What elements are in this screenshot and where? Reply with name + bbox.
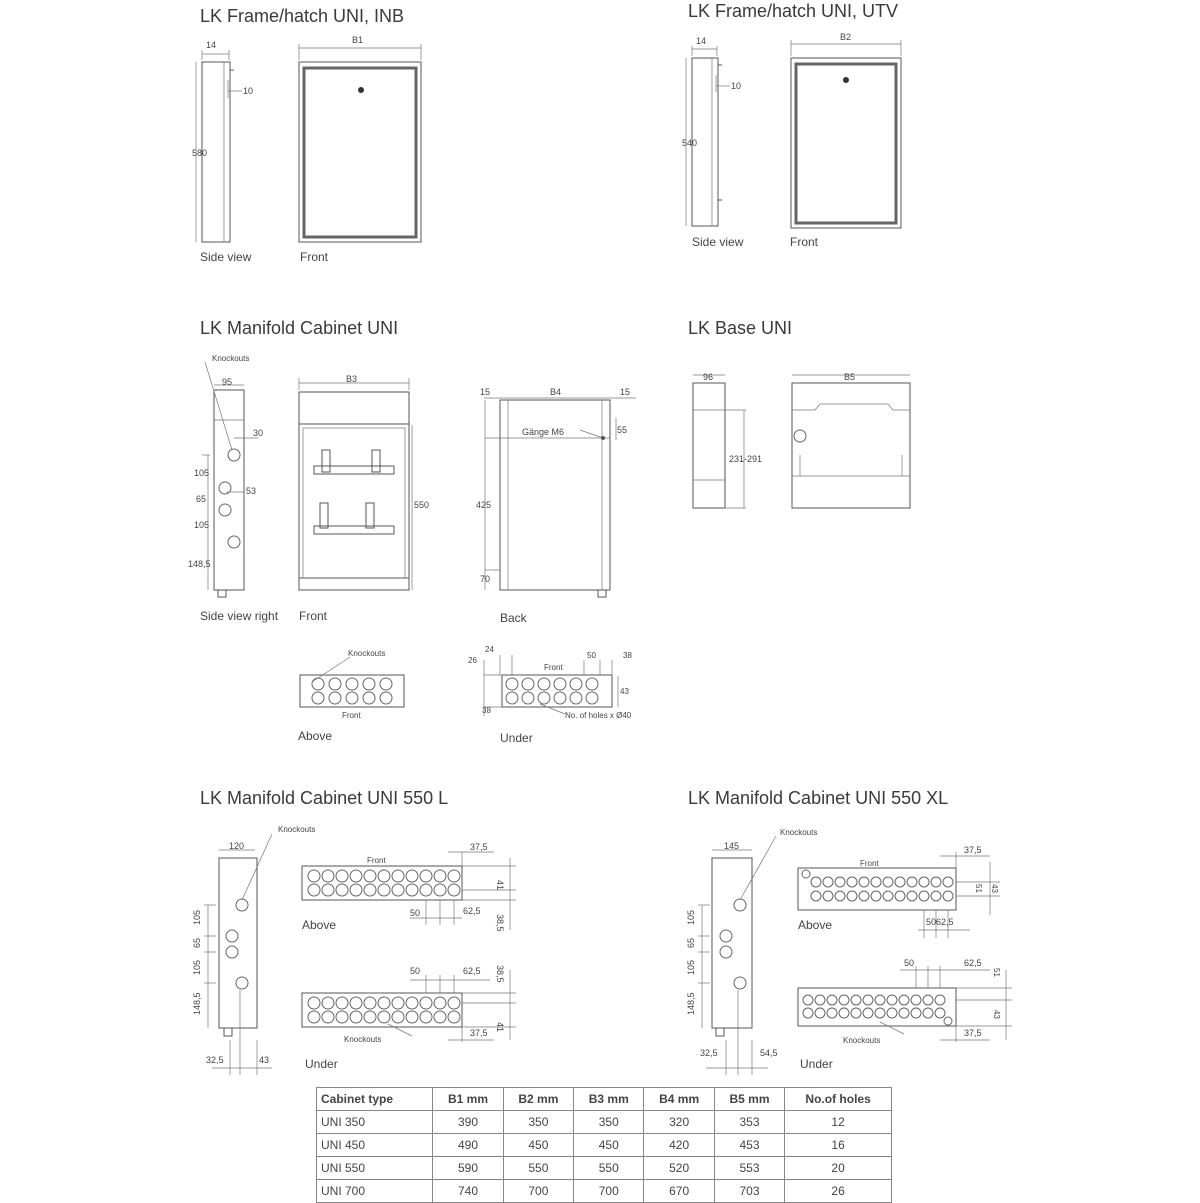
dim-xl-54-5: 54,5 bbox=[760, 1048, 778, 1058]
dim-l-32-5: 32,5 bbox=[206, 1055, 224, 1065]
label-knockouts-l-under: Knockouts bbox=[344, 1035, 382, 1044]
title-manifold-550-xl: LK Manifold Cabinet UNI 550 XL bbox=[688, 788, 949, 808]
dim-231-291: 231-291 bbox=[729, 454, 763, 464]
dim-l-41a: 41 bbox=[495, 880, 505, 891]
cell: 490 bbox=[433, 1134, 503, 1157]
dim-l-62-5b: 62,5 bbox=[463, 966, 481, 976]
frame-utv-front-view bbox=[791, 40, 901, 228]
label-knockouts-above: Knockouts bbox=[348, 649, 386, 658]
dim-550: 550 bbox=[414, 500, 430, 510]
cell: 590 bbox=[433, 1157, 503, 1180]
cell: 353 bbox=[714, 1111, 784, 1134]
dim-105b: 105 bbox=[194, 520, 210, 530]
dim-26: 26 bbox=[468, 656, 477, 665]
cell: 670 bbox=[644, 1180, 714, 1203]
dim-l-62-5a: 62,5 bbox=[463, 906, 481, 916]
cell: 520 bbox=[644, 1157, 714, 1180]
cell: 16 bbox=[785, 1134, 892, 1157]
label-gange-m6: Gänge M6 bbox=[522, 427, 565, 437]
cell: 26 bbox=[785, 1180, 892, 1203]
col-cabinet-type: Cabinet type bbox=[317, 1088, 433, 1111]
dim-l-65: 65 bbox=[192, 937, 202, 948]
cell: 703 bbox=[714, 1180, 784, 1203]
dim-xl-51a: 51 bbox=[974, 884, 983, 893]
dim-10-utv: 10 bbox=[731, 81, 742, 91]
table-row bbox=[317, 1111, 892, 1134]
dim-l-105a: 105 bbox=[192, 909, 202, 925]
manifold-above-view bbox=[300, 657, 404, 707]
l550-above-view bbox=[302, 852, 516, 930]
dim-l-43: 43 bbox=[259, 1055, 270, 1065]
table-header-row bbox=[317, 1088, 892, 1111]
cabinet-spec-table bbox=[316, 1087, 892, 1203]
dim-b2: B2 bbox=[840, 32, 852, 42]
xl550-above-view bbox=[798, 852, 1000, 938]
dim-425: 425 bbox=[476, 500, 492, 510]
label-side-view-utv: Side view bbox=[692, 235, 744, 249]
dim-xl-148-5: 148,5 bbox=[686, 992, 696, 1015]
table-row bbox=[317, 1134, 892, 1157]
dim-l-38-5a: 38,5 bbox=[495, 914, 505, 932]
col-b4: B4 mm bbox=[644, 1088, 714, 1111]
label-front-l-above: Front bbox=[367, 856, 386, 865]
cell: 553 bbox=[714, 1157, 784, 1180]
label-above-xl: Above bbox=[798, 918, 833, 932]
table-row bbox=[317, 1157, 892, 1180]
dim-105a: 105 bbox=[194, 468, 210, 478]
dim-50: 50 bbox=[587, 651, 596, 660]
label-side-view-inb: Side view bbox=[200, 250, 252, 264]
dim-120: 120 bbox=[229, 841, 245, 851]
col-holes: No.of holes bbox=[785, 1088, 892, 1111]
dim-xl-50a: 50 bbox=[926, 917, 937, 927]
dim-148-5: 148,5 bbox=[188, 559, 211, 569]
dim-l-50b: 50 bbox=[410, 966, 421, 976]
dim-70: 70 bbox=[480, 574, 491, 584]
dim-l-105b: 105 bbox=[192, 959, 202, 975]
dim-xl-43b: 43 bbox=[992, 1010, 1001, 1019]
cell: UNI 350 bbox=[317, 1111, 433, 1134]
dim-xl-51b: 51 bbox=[992, 968, 1001, 977]
col-b2: B2 mm bbox=[503, 1088, 573, 1111]
cell: 450 bbox=[574, 1134, 644, 1157]
cell: 450 bbox=[503, 1134, 573, 1157]
cell: 350 bbox=[503, 1111, 573, 1134]
title-frame-utv: LK Frame/hatch UNI, UTV bbox=[688, 1, 899, 21]
label-under-xl: Under bbox=[800, 1057, 833, 1071]
dim-xl-37-5b: 37,5 bbox=[964, 1028, 982, 1038]
label-knockouts-xl-under: Knockouts bbox=[843, 1036, 881, 1045]
cell: 453 bbox=[714, 1134, 784, 1157]
dim-xl-37-5a: 37,5 bbox=[964, 845, 982, 855]
dim-xl-32-5: 32,5 bbox=[700, 1048, 718, 1058]
cell: 12 bbox=[785, 1111, 892, 1134]
frame-utv-side-view bbox=[686, 46, 730, 226]
label-holes: No. of holes x Ø40 bbox=[565, 711, 632, 720]
dim-b1: B1 bbox=[352, 35, 364, 45]
dim-38a: 38 bbox=[623, 651, 632, 660]
cell: 420 bbox=[644, 1134, 714, 1157]
col-b5: B5 mm bbox=[714, 1088, 784, 1111]
cell: UNI 550 bbox=[317, 1157, 433, 1180]
dim-b4: B4 bbox=[550, 387, 562, 397]
label-back: Back bbox=[500, 611, 527, 625]
label-above-l: Above bbox=[302, 918, 337, 932]
label-front-inb: Front bbox=[300, 250, 329, 264]
dim-580: 580 bbox=[192, 148, 208, 158]
dim-30: 30 bbox=[253, 428, 264, 438]
dim-xl-105b: 105 bbox=[686, 959, 696, 975]
dim-xl-65: 65 bbox=[686, 937, 696, 948]
dim-14-utv: 14 bbox=[696, 36, 707, 46]
label-under-manifold: Under bbox=[500, 731, 533, 745]
dim-53: 53 bbox=[246, 486, 257, 496]
cell: 740 bbox=[433, 1180, 503, 1203]
dim-xl-62-5a: 62,5 bbox=[936, 917, 954, 927]
label-front-utv: Front bbox=[790, 235, 819, 249]
dim-14-inb: 14 bbox=[206, 40, 217, 50]
dim-15b: 15 bbox=[620, 387, 631, 397]
dim-43: 43 bbox=[620, 687, 629, 696]
label-front-under: Front bbox=[544, 663, 563, 672]
title-frame-inb: LK Frame/hatch UNI, INB bbox=[200, 6, 405, 26]
cell: 550 bbox=[503, 1157, 573, 1180]
label-knockouts-l-side: Knockouts bbox=[278, 825, 316, 834]
col-b1: B1 mm bbox=[433, 1088, 503, 1111]
table-row bbox=[317, 1180, 892, 1203]
dim-xl-50b: 50 bbox=[904, 958, 915, 968]
dim-l-37-5b: 37,5 bbox=[470, 1028, 488, 1038]
dim-65: 65 bbox=[196, 494, 207, 504]
base-side-view bbox=[693, 375, 746, 508]
label-front-xl-above: Front bbox=[860, 859, 879, 868]
title-base: LK Base UNI bbox=[688, 318, 793, 338]
title-manifold: LK Manifold Cabinet UNI bbox=[200, 318, 399, 338]
dim-xl-105a: 105 bbox=[686, 909, 696, 925]
cell: 700 bbox=[503, 1180, 573, 1203]
dim-l-41b: 41 bbox=[495, 1022, 505, 1033]
cell: 20 bbox=[785, 1157, 892, 1180]
label-knockouts-xl-side: Knockouts bbox=[780, 828, 818, 837]
xl550-side-view bbox=[698, 836, 776, 1075]
dim-96: 96 bbox=[703, 372, 714, 382]
frame-inb-front-view bbox=[299, 44, 421, 242]
cell: UNI 450 bbox=[317, 1134, 433, 1157]
cell: 390 bbox=[433, 1111, 503, 1134]
title-manifold-550-l: LK Manifold Cabinet UNI 550 L bbox=[200, 788, 449, 808]
label-front-manifold: Front bbox=[299, 609, 328, 623]
dim-38b: 38 bbox=[482, 706, 491, 715]
dim-145: 145 bbox=[724, 841, 740, 851]
dim-55: 55 bbox=[617, 425, 628, 435]
dim-l-38-5b: 38,5 bbox=[495, 965, 505, 983]
label-knockouts-side: Knockouts bbox=[212, 354, 250, 363]
cell: 320 bbox=[644, 1111, 714, 1134]
cell: UNI 700 bbox=[317, 1180, 433, 1203]
cell: 350 bbox=[574, 1111, 644, 1134]
label-above-manifold: Above bbox=[298, 729, 333, 743]
dim-xl-62-5b: 62,5 bbox=[964, 958, 982, 968]
dim-xl-43a: 43 bbox=[990, 884, 999, 893]
col-b3: B3 mm bbox=[574, 1088, 644, 1111]
dim-10-inb: 10 bbox=[243, 86, 254, 96]
cell: 550 bbox=[574, 1157, 644, 1180]
base-front-view bbox=[792, 375, 910, 508]
dim-b5: B5 bbox=[844, 372, 856, 382]
dim-24: 24 bbox=[485, 645, 494, 654]
l550-side-view bbox=[204, 834, 272, 1075]
label-front-above: Front bbox=[342, 711, 361, 720]
dim-15a: 15 bbox=[480, 387, 491, 397]
dim-l-148-5: 148,5 bbox=[192, 992, 202, 1015]
manifold-front-view bbox=[299, 378, 412, 590]
cell: 700 bbox=[574, 1180, 644, 1203]
label-side-view-right: Side view right bbox=[200, 609, 279, 623]
dim-l-50a: 50 bbox=[410, 908, 421, 918]
frame-inb-side-view bbox=[196, 50, 242, 242]
dim-95: 95 bbox=[222, 377, 233, 387]
label-under-l: Under bbox=[305, 1057, 338, 1071]
dim-l-37-5a: 37,5 bbox=[470, 842, 488, 852]
dim-b3: B3 bbox=[346, 374, 358, 384]
dim-540: 540 bbox=[682, 138, 698, 148]
